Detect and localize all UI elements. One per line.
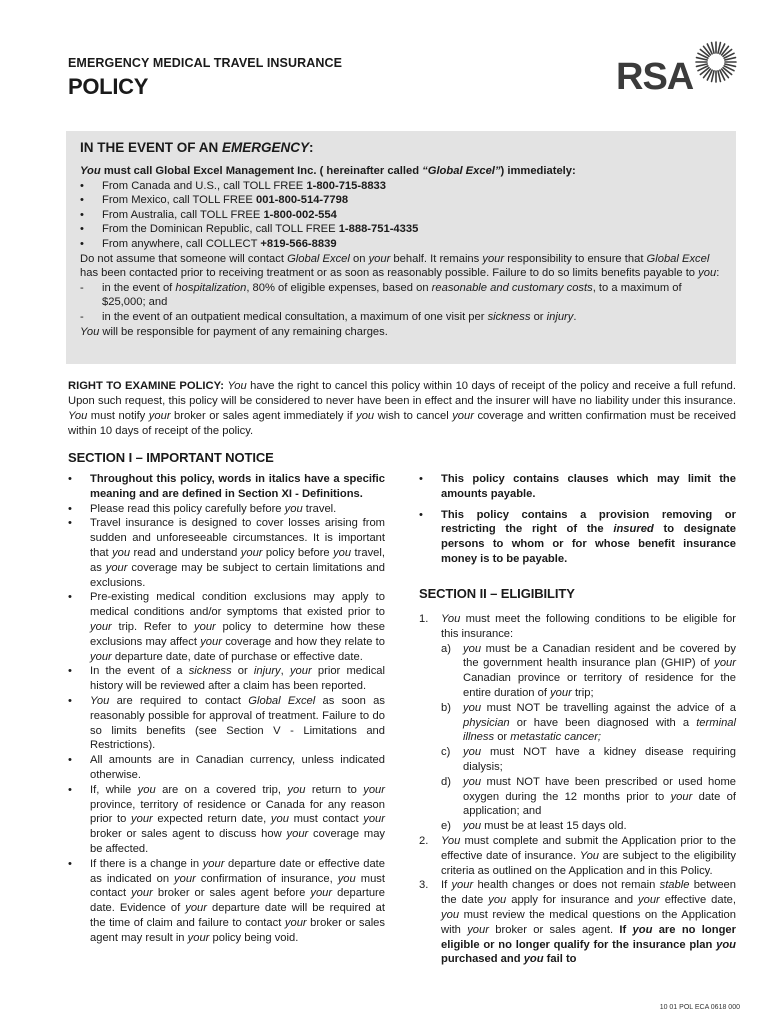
rsa-logo <box>612 40 738 102</box>
section1-left-column <box>68 472 385 946</box>
phone-australia: • From Australia, call TOLL FREE 1-800-002-554 <box>80 208 337 221</box>
document-code: 10 01 POL ECA 0618 000 <box>659 1004 740 1011</box>
phone-number[interactable]: +819-566-8839 <box>260 237 337 250</box>
sunburst-ray <box>712 71 714 82</box>
phone-number[interactable]: 001-800-514-7798 <box>255 194 349 207</box>
list-item: • All amounts are in Canadian currency, unless indicated otherwise. <box>68 754 385 781</box>
sunburst-ray <box>718 43 720 54</box>
sunburst-ray <box>712 43 714 54</box>
emergency-heading: IN THE EVENT OF AN EMERGENCY: <box>80 140 314 155</box>
section2-list <box>419 612 736 967</box>
sunburst-icon <box>694 40 738 84</box>
phone-number[interactable]: 1-888-751-4335 <box>338 223 419 236</box>
list-item: • In the event of a sickness or injury, your prior medical history will be reviewed after a claim has been reported. <box>68 665 386 693</box>
phone-number[interactable]: 1-800-002-554 <box>263 208 337 221</box>
document-title: POLICY <box>68 74 149 99</box>
sub-item-d: d) you must NOT have been prescribed or used home oxygen during the 12 months prior to your date of application; and <box>441 775 736 818</box>
list-item: • If, while you are on a covered trip, you return to your province, territory of residence or Canada for any reason prior to your expected return date, you must contact your broker or sales agent to discuss how your coverage may be affected. <box>68 783 386 855</box>
numbered-item: 3. If your health changes or does not remain stable between the date you apply for insurance and your effective date, you must review the medical questions on the Application with your broker or sales agent. If you are no longer eligible or no longer qualify for the insurance plan you purchased and you fail to <box>419 879 737 966</box>
sunburst-ray <box>725 64 736 66</box>
emergency-notice: Do not assume that someone will contact Global Excel on your behalf. It remains your responsibility to ensure that Global Excel has been contacted prior to receiving treatment or as soon as reasonably possible. Failure to do so limits benefits payable to you: <box>80 252 720 280</box>
section2-heading: SECTION II – ELIGIBILITY <box>419 586 575 601</box>
remaining-charges: You will be responsible for payment of any remaining charges. <box>80 325 388 338</box>
logo-wordmark: RSA <box>616 56 694 98</box>
list-item: • Travel insurance is designed to cover losses arising from sudden and unforeseeable circumstances. It is important that you read and understand your policy before you travel, as your coverage may be subject to certain limitations and exclusions. <box>68 517 385 589</box>
list-item: • This policy contains clauses which may limit the amounts payable. <box>419 473 736 500</box>
sunburst-ray <box>725 58 736 60</box>
sub-item-e: e) you must be at least 15 days old. <box>441 820 627 833</box>
sunburst-ray <box>697 58 708 60</box>
right-to-examine-paragraph: RIGHT TO EXAMINE POLICY: You have the right to cancel this policy within 10 days of receipt of the policy and receive a full refund. Upon such request, this policy will be considered to never have been in effect and the insurer will have no liability under this insurance. You must notify your broker or sales agent immediately if you wish to cancel your coverage and written confirmation must be received within 10 days of receipt of the policy. <box>68 380 737 437</box>
phone-mexico: • From Mexico, call TOLL FREE 001-800-514-7798 <box>80 194 349 207</box>
limit-hospitalization: - in the event of hospitalization, 80% of eligible expenses, based on reasonable and customary costs, to a maximum of $25,000; and <box>80 281 682 309</box>
list-item: • If there is a change in your departure date or effective date as indicated on your confirmation of insurance, you must contact your broker or sales agent before your departure date. Evidence of your departure date will be required at the time of claim and failure to contact your broker or sales agent may result in your policy being void. <box>68 857 386 944</box>
emergency-box <box>66 131 736 364</box>
phone-dominican: • From the Dominican Republic, call TOLL FREE 1-888-751-4335 <box>80 223 419 236</box>
list-item: • Pre-existing medical condition exclusions may apply to medical conditions and/or symptoms that existed prior to your trip. Refer to your policy to determine how these exclusions may affect your coverage and how they relate to your departure date, date of purchase or effective date. <box>68 591 385 663</box>
list-item: • You are required to contact Global Excel as soon as reasonably possible for approval of treatment. Failure to do so limits benefits (see Section V - Limitations and Restrictions). <box>68 694 385 752</box>
emergency-body <box>80 164 726 339</box>
sunburst-ray <box>697 64 708 66</box>
sunburst-ray <box>718 71 720 82</box>
phone-number[interactable]: 1-800-715-8833 <box>306 179 386 192</box>
sub-item-c: c) you must NOT have a kidney disease requiring dialysis; <box>441 746 736 773</box>
list-item: • Throughout this policy, words in italics have a specific meaning and are defined in Section XI - Definitions. <box>68 473 385 500</box>
phone-anywhere: • From anywhere, call COLLECT +819-566-8839 <box>80 237 337 250</box>
document-kicker: EMERGENCY MEDICAL TRAVEL INSURANCE <box>68 56 343 70</box>
numbered-item: 2. You must complete and submit the Application prior to the effective date of insurance. You are subject to the eligibility criteria as outlined on the Application and in this Policy. <box>419 834 736 877</box>
numbered-item: 1. You must meet the following conditions to be eligible for this insurance: a) you must be a Canadian resident and be covered by the government health insurance plan (GHIP) of your Canadian province or territory of residence for the entire duration of your trip; b) you must NOT be travelling against the advice of a physician or have been diagnosed with a terminal illness or metastatic cancer; c) you must NOT have a kidney disease requiring dialysis; d) you must NOT have been prescribed or used home oxygen during the 12 months prior to your date of application; and e) you must be at least 15 days old. <box>419 613 736 833</box>
phone-canada-us: • From Canada and U.S., call TOLL FREE 1-800-715-8833 <box>80 179 386 192</box>
list-item: • This policy contains a provision removing or restricting the right of the insured to designate persons to whom or for whose benefit insurance money is to be payable. <box>419 508 737 565</box>
section1-heading: SECTION I – IMPORTANT NOTICE <box>68 450 274 465</box>
sub-item-b: b) you must NOT be travelling against the advice of a physician or have been diagnosed with a terminal illness or metastatic cancer; <box>441 701 736 744</box>
sub-item-a: a) you must be a Canadian resident and be covered by the government health insurance plan (GHIP) of your Canadian province or territory of residence for the entire duration of your trip; <box>441 642 736 699</box>
limit-outpatient: - in the event of an outpatient medical consultation, a maximum of one visit per sickness or injury. <box>80 310 577 323</box>
emergency-call-instruction: You must call Global Excel Management Inc. ( hereinafter called “Global Excel”) immediately: <box>80 165 576 177</box>
list-item: • Please read this policy carefully before you travel. <box>68 502 337 515</box>
section1-right-column <box>419 472 736 567</box>
